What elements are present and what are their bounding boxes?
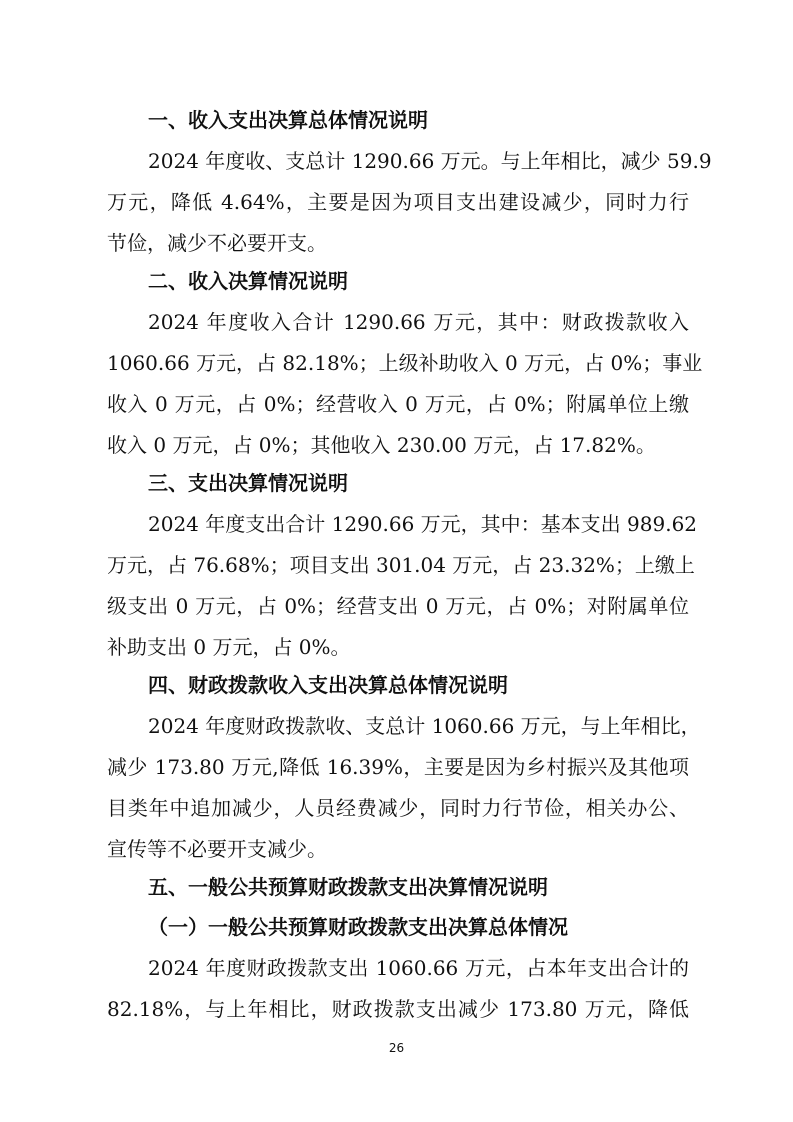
section-1-line-1: 2024 年度收、支总计 1290.66 万元。与上年相比，减少 59.9 <box>148 149 712 173</box>
section-4-line-3: 目类年中追加减少，人员经费减少，同时力行节俭，相关办公、 <box>107 796 689 820</box>
section-3-heading: 三、支出决算情况说明 <box>148 471 348 495</box>
section-3-line-3: 级支出 0 万元，占 0%；经营支出 0 万元，占 0%；对附属单位 <box>107 594 689 618</box>
section-2-line-1: 2024 年度收入合计 1290.66 万元，其中：财政拨款收入 <box>148 310 689 334</box>
section-5-line-2: 82.18%，与上年相比，财政拨款支出减少 173.80 万元，降低 <box>107 997 689 1021</box>
section-2-heading: 二、收入决算情况说明 <box>148 269 348 293</box>
section-1-heading: 一、收入支出决算总体情况说明 <box>148 108 428 132</box>
section-1-line-2: 万元，降低 4.64%，主要是因为项目支出建设减少，同时力行 <box>107 190 689 214</box>
section-5-sub-heading: （一）一般公共预算财政拨款支出决算总体情况 <box>148 915 568 939</box>
section-2-line-2: 1060.66 万元，占 82.18%；上级补助收入 0 万元，占 0%；事业 <box>107 351 703 375</box>
section-4-line-2: 减少 173.80 万元,降低 16.39%，主要是因为乡村振兴及其他项 <box>107 755 689 779</box>
section-3-line-4: 补助支出 0 万元，占 0%。 <box>107 635 351 659</box>
section-4-line-1: 2024 年度财政拨款收、支总计 1060.66 万元，与上年相比， <box>148 714 701 738</box>
section-4-heading: 四、财政拨款收入支出决算总体情况说明 <box>148 673 508 697</box>
section-2-line-4: 收入 0 万元，占 0%；其他收入 230.00 万元，占 17.82%。 <box>107 433 656 457</box>
section-3-line-1: 2024 年度支出合计 1290.66 万元，其中：基本支出 989.62 <box>148 512 698 536</box>
section-3-line-2: 万元，占 76.68%；项目支出 301.04 万元，占 23.32%；上缴上 <box>107 553 695 577</box>
section-5-line-1: 2024 年度财政拨款支出 1060.66 万元，占本年支出合计的 <box>148 956 689 980</box>
section-4-line-4: 宣传等不必要开支减少。 <box>107 837 327 861</box>
section-2-line-3: 收入 0 万元，占 0%；经营收入 0 万元，占 0%；附属单位上缴 <box>107 392 689 416</box>
section-1-line-3: 节俭，减少不必要开支。 <box>107 231 327 255</box>
page-number: 26 <box>388 1041 405 1055</box>
section-5-heading: 五、一般公共预算财政拨款支出决算情况说明 <box>148 875 548 899</box>
